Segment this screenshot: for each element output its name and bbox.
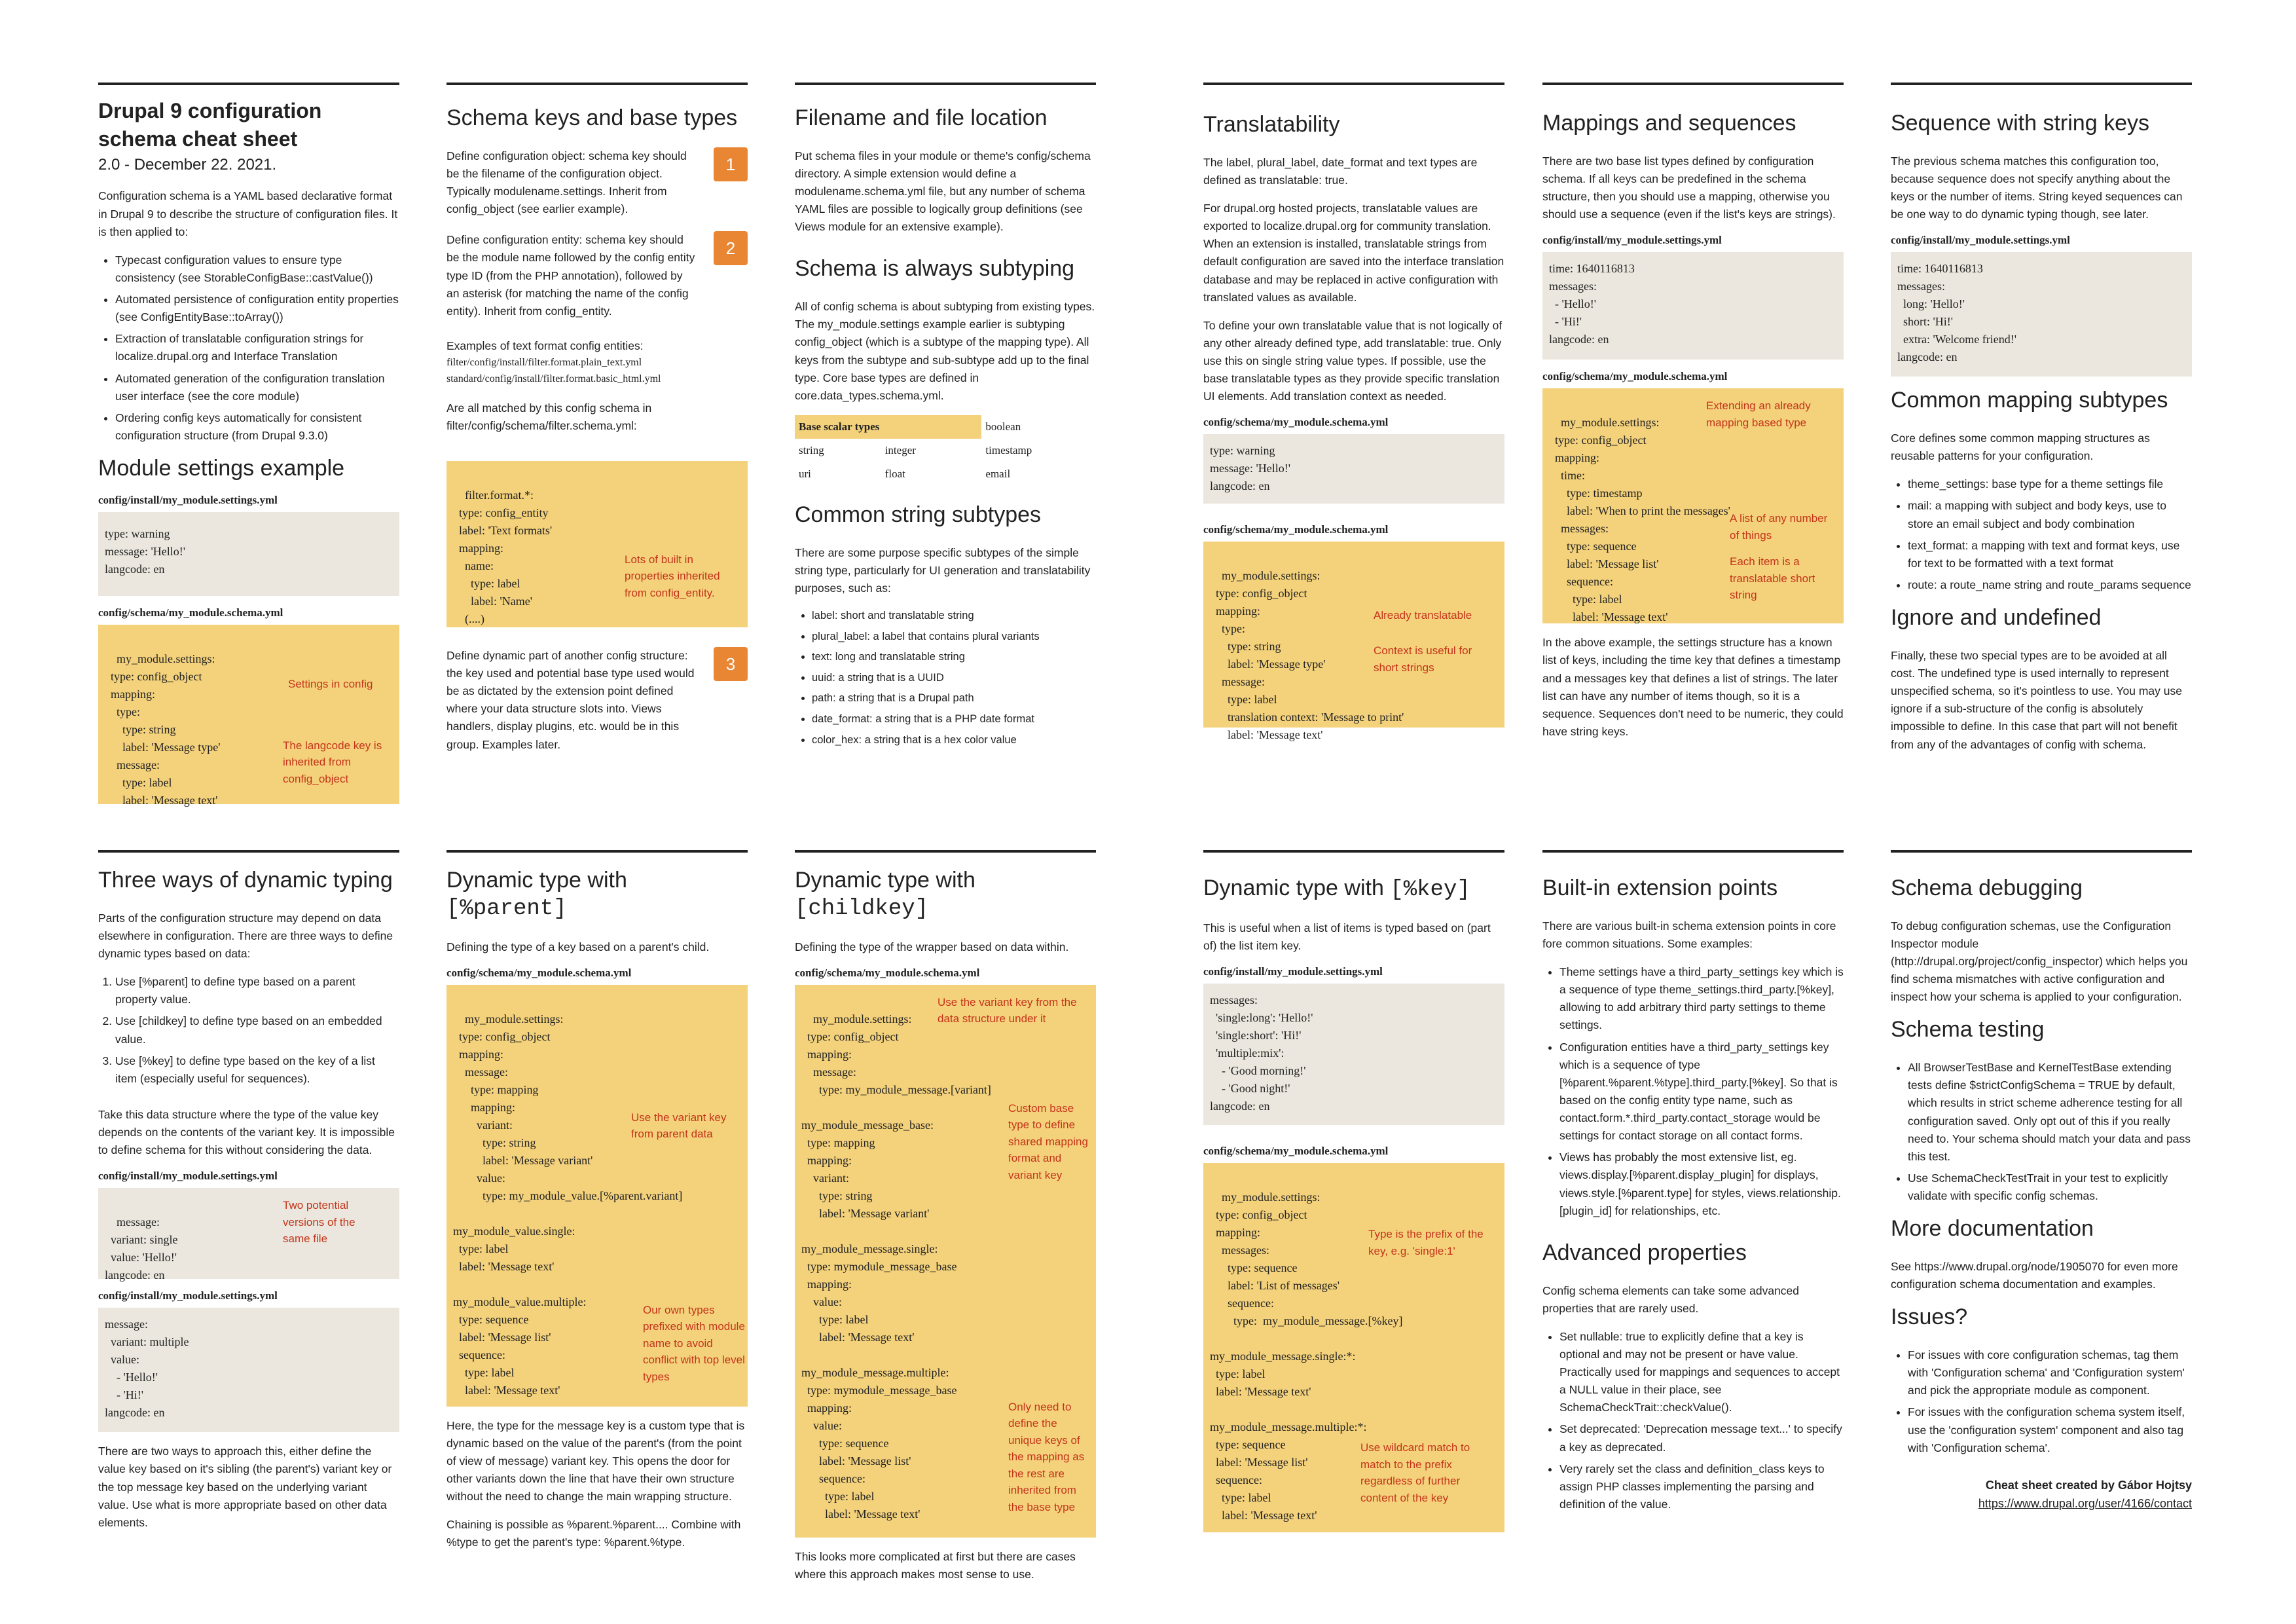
list-item: • theme_settings: base type for a theme settings file — [1908, 475, 2192, 493]
divider — [1891, 850, 2192, 853]
paragraph: There are various built-in schema extension points in core fore common situations. Some examples: — [1542, 919, 1836, 950]
code-block: type: warning message: 'Hello!' langcode: en — [1203, 434, 1504, 504]
column-childkey — [795, 850, 1096, 1594]
section-heading: Advanced properties — [1542, 1240, 1747, 1265]
code-block — [446, 461, 748, 627]
annotation: Already translatable — [1374, 609, 1472, 622]
section-heading: Schema is always subtyping — [795, 256, 1075, 282]
divider — [1891, 83, 2192, 85]
annotation: Extending an already mapping based type — [1706, 399, 1811, 429]
annotation: Two potential versions of the same file — [283, 1199, 355, 1246]
annotation: Type is the prefix of the key, e.g. 'single:1' — [1368, 1228, 1484, 1257]
list-item: • Views has probably the most extensive list, eg. views.display.[%parent.display_plugin] for displays, views.style.[%parent.type] for styles, views.relationship.[plugin_id] for relationships, etc. — [1559, 1149, 1844, 1220]
filename: config/schema/my_module.schema.yml — [1203, 1145, 1389, 1158]
list-item: • date_format: a string that is a PHP date format — [812, 711, 1096, 728]
list-item: 3. Use [%key] to define type based on the key of a list item (especially useful for sequences). — [115, 1052, 399, 1088]
code-block — [98, 625, 399, 807]
heading-text: Dynamic type with — [1203, 876, 1391, 900]
matched-text: Are all matched by this config schema in filter/config/schema/filter.schema.yml: — [446, 401, 652, 432]
paragraph: Take this data structure where the type of the value key depends on the contents of the variant key. It is impossible to define schema for this without considering the data. — [98, 1107, 395, 1157]
list-item: • Ordering config keys automatically for consistent configuration structure (from Drupal 9.3.0) — [115, 409, 399, 445]
section-heading — [795, 867, 1096, 923]
paragraph: Finally, these two special types are to be avoided at all cost. The undefined type is used internally to represent unspecified schema, so it's pointless to use. You may use ignore if a sub-structure of the config is absolutely impossible to define. In this case that part will not benefit from any of the advantages of config with schema. — [1891, 648, 2182, 751]
step-1 — [446, 147, 748, 219]
code-block: message: variant: multiple value: - 'Hello!' - 'Hi!' langcode: en — [98, 1308, 399, 1432]
column-translatability — [1203, 83, 1504, 742]
step-number-badge: 3 — [714, 647, 748, 681]
section-heading: Schema keys and base types — [446, 105, 738, 130]
title-line2: schema cheat sheet — [98, 127, 298, 151]
filename: config/install/my_module.settings.yml — [1203, 965, 1383, 978]
paragraph: The label, plural_label, date_format and text types are defined as translatable: true. — [1203, 155, 1478, 187]
filename: config/schema/my_module.schema.yml — [1203, 523, 1389, 536]
list-item: • color_hex: a string that is a hex color value — [812, 732, 1096, 749]
step-text: Define dynamic part of another config structure: the key used and potential base type used would be as dictated by the extension point defined where your data structure slots into. Views handlers, display plugins, etc. would be in this group. Examples later. — [446, 648, 695, 751]
divider — [98, 850, 399, 853]
table-cell: string — [799, 443, 824, 456]
filename: config/schema/my_module.schema.yml — [1542, 370, 1728, 383]
paragraph: In the above example, the settings structure has a known list of keys, including the time key that defines a timestamp and a messages key that defines a list of strings. The later list can have any number of items though, so it is a sequence. Sequences don't need to be numeric, they could have string keys. — [1542, 636, 1844, 738]
advanced-list — [1542, 1328, 1844, 1513]
table-cell: timestamp — [985, 443, 1032, 456]
paragraph: There are some purpose specific subtypes of the simple string type, particularly for UI generation and translatability purposes, such as: — [795, 545, 1091, 595]
filename: config/schema/my_module.schema.yml — [795, 966, 980, 979]
list-item: 2. Use [childkey] to define type based on an embedded value. — [115, 1012, 399, 1048]
divider — [1203, 850, 1504, 853]
column-key — [1203, 850, 1504, 1543]
step-text: Define configuration object: schema key should be the filename of the configuration object. Typically modulename.settings. Inherit from config_object (see earlier example). — [446, 149, 687, 216]
column-schema-keys — [446, 83, 748, 764]
code-block: time: 1640116813 messages: - 'Hello!' - 'Hi!' langcode: en — [1542, 252, 1844, 360]
filename: config/schema/my_module.schema.yml — [98, 606, 283, 619]
heading-code: [%parent] — [446, 896, 567, 921]
section-heading: Built-in extension points — [1542, 876, 1778, 900]
heading-text: Dynamic type with — [795, 868, 975, 893]
list-item: 1. Use [%parent] to define type based on a parent property value. — [115, 973, 399, 1008]
code-block: type: warning message: 'Hello!' langcode: en — [98, 512, 399, 596]
list-item: • text_format: a mapping with text and format keys, use for text to be formatted with a text format — [1908, 537, 2192, 572]
list-item: • Typecast configuration values to ensure type consistency (see StorableConfigBase::castValue()) — [115, 251, 399, 287]
list-item: • path: a string that is a Drupal path — [812, 690, 1096, 707]
heading-code: [%key] — [1390, 877, 1470, 902]
divider — [795, 83, 1096, 85]
divider — [795, 850, 1096, 853]
page-title — [98, 97, 399, 153]
table-row — [795, 439, 1096, 462]
code-block — [795, 985, 1096, 1538]
list-item: • Automated generation of the configuration translation user interface (see the core module) — [115, 370, 399, 405]
table-cell: boolean — [985, 420, 1021, 433]
title-line1: Drupal 9 configuration — [98, 99, 322, 122]
paragraph: There are two ways to approach this, either define the value key based on it's sibling (the parent's) variant key or the top message key based on the underlying variant value. Use what is more appropriate based on other data elements. — [98, 1445, 392, 1529]
column-string-keys — [1891, 83, 2192, 764]
paragraph: There are two base list types defined by configuration schema. If all keys can be predefined in the schema structure, then you should use a mapping, otherwise you should use a sequence (even if the list's keys are strings). — [1542, 154, 1836, 221]
step-3 — [446, 647, 748, 754]
list-item: • Very rarely set the class and definition_class keys to assign PHP classes implementing the parsing and definition of the value. — [1559, 1460, 1844, 1513]
list-item: • Set nullable: true to explicitly define that a key is optional and may not be present or have value. Practically used for mappings and sequences to accept a NULL value in their place, see SchemaCheckTrait::checkValue(). — [1559, 1328, 1844, 1417]
list-item: • plural_label: a label that contains plural variants — [812, 629, 1096, 646]
paragraph: This looks more complicated at first but there are cases where this approach makes most sense to use. — [795, 1549, 1076, 1581]
step-number-badge: 2 — [714, 231, 748, 265]
filename: config/install/my_module.settings.yml — [98, 1289, 278, 1302]
code-block — [446, 985, 748, 1407]
code-block — [1203, 542, 1504, 742]
list-item: • For issues with core configuration schemas, tag them with 'Configuration schema' and 'Configuration system' and pick the appropriate module as component. — [1908, 1346, 2192, 1399]
code-block — [1203, 1163, 1504, 1532]
code-text: my_module.settings: type: config_object mapping: time: type: timestamp label: 'When to print the messages' messages: type: sequence label: 'Message list' sequence: type: label label: 'Message text' — [1555, 416, 1730, 624]
step-number-badge: 1 — [714, 147, 748, 181]
paragraph: Parts of the configuration structure may depend on data elsewhere in configuration. There are three ways to define dynamic types based on data: — [98, 911, 393, 961]
list-item: • uuid: a string that is a UUID — [812, 670, 1096, 687]
column-mappings — [1542, 83, 1844, 751]
list-item: • mail: a mapping with subject and body keys, use to store an email subject and body combination — [1908, 497, 2192, 532]
paragraph: See https://www.drupal.org/node/1905070 for even more configuration schema documentation and examples. — [1891, 1260, 2178, 1291]
paragraph: Config schema elements can take some advanced properties that are rarely used. — [1542, 1283, 1800, 1315]
paragraph: Defining the type of the wrapper based on data within. — [795, 940, 1069, 953]
table-cell: uri — [799, 467, 811, 480]
filename: config/install/my_module.settings.yml — [1891, 234, 2070, 247]
step-2 — [446, 231, 748, 320]
paragraph: Put schema files in your module or theme's config/schema directory. A simple extension would define a modulename.schema.yml file, but any number of schema YAML files are possible to logically group definitions (see Views module for an extensive example). — [795, 149, 1091, 234]
filename: config/install/my_module.settings.yml — [98, 493, 278, 506]
paragraph: The previous schema matches this configuration too, because sequence does not specify anything about the keys or the number of items. String keyed sequences can be one way to do dynamic typing though, see later. — [1891, 154, 2183, 221]
annotation: Settings in config — [288, 677, 373, 690]
credit — [1891, 1477, 2192, 1513]
code-text: my_module.settings: type: config_object mapping: message: type: my_module_message.[variant] my_module_message_base: type: mapping mapping: variant: type: string label: 'Message variant' my_module_message.single: type: mymodule_message_base mapping: value: type: label label: 'Message text' my_module_message.multiple: type: mymodule_message_base mapping: value: type: sequence label: 'Message list' sequence: type: label label: 'Message text' — [801, 1012, 991, 1521]
filename: config/install/my_module.settings.yml — [1542, 234, 1722, 247]
divider — [1542, 850, 1844, 853]
column-extension — [1542, 850, 1844, 1524]
examples-label: Examples of text format config entities: — [446, 339, 644, 352]
examples-paths: filter/config/install/filter.format.plain_text.yml standard/config/install/filter.format.basic_html.yml — [446, 357, 661, 384]
string-subtypes-list — [795, 608, 1096, 748]
annotation: The langcode key is inherited from config_object — [283, 739, 382, 785]
code-text: message: variant: single value: 'Hello!' langcode: en — [105, 1215, 178, 1282]
code-block — [1542, 388, 1844, 623]
divider — [98, 83, 399, 85]
annotation: Only need to define the unique keys of the mapping as the rest are inherited from the base type — [1008, 1400, 1085, 1513]
code-block: time: 1640116813 messages: long: 'Hello!' short: 'Hi!' extra: 'Welcome friend!' langcode: en — [1891, 252, 2192, 377]
list-item: • label: short and translatable string — [812, 608, 1096, 625]
heading-code: [childkey] — [795, 896, 929, 921]
list-item: • For issues with the configuration schema system itself, use the 'configuration system' component and also tag with 'Configuration schema'. — [1908, 1403, 2192, 1456]
column-parent — [446, 850, 748, 1562]
section-heading — [446, 867, 748, 923]
section-heading: Schema testing — [1891, 1017, 2045, 1043]
paragraph: Core defines some common mapping structures as reusable patterns for your configuration. — [1891, 432, 2150, 463]
table-cell: integer — [884, 443, 916, 456]
table-cell: Base scalar types — [795, 415, 981, 439]
paragraph: Chaining is possible as %parent.%parent.... Combine with %type to get the parent's type: %parent.%type. — [446, 1518, 741, 1549]
table-row — [795, 462, 1096, 486]
paragraph: All of config schema is about subtyping from existing types. The my_module.settings example earlier is subtyping config_object (which is a subtype of the mapping type). All keys from the subtype and sub-subtype add up to the final type. Core base types are defined in core.data_types.schema.yml. — [795, 300, 1095, 402]
code-block: messages: 'single:long': 'Hello!' 'single:short': 'Hi!' 'multiple:mix': - 'Good morning!' - 'Good night!' langcode: en — [1203, 984, 1504, 1125]
filename: config/install/my_module.settings.yml — [98, 1170, 278, 1183]
credit-text: Cheat sheet created by Gábor Hojtsy — [1985, 1478, 2192, 1492]
list-item: • Theme settings have a third_party_settings key which is a sequence of type theme_settings.third_party.[%key], allowing to add arbitrary third party settings to theme settings. — [1559, 963, 1844, 1035]
mapping-subtypes-list — [1891, 475, 2192, 594]
annotation: Use the variant key from parent data — [631, 1111, 727, 1141]
dynamic-typing-list — [98, 973, 399, 1088]
section-heading: Module settings example — [98, 456, 345, 481]
divider — [1542, 83, 1844, 85]
issues-list — [1891, 1346, 2192, 1457]
section-heading: Common mapping subtypes — [1891, 388, 2168, 413]
paragraph: Here, the type for the message key is a custom type that is dynamic based on the value of the parent's (from the point of view of message) variant key. This opens the door for other variants down the line that have their own structure without the need to change the main wrapping structure. — [446, 1418, 745, 1504]
annotation: A list of any number of things — [1730, 512, 1828, 542]
scalar-types-table — [795, 415, 1096, 486]
section-heading: Filename and file location — [795, 105, 1048, 130]
paragraph: This is useful when a list of items is typed based on (part of) the list item key. — [1203, 921, 1491, 952]
section-heading: Mappings and sequences — [1542, 111, 1796, 136]
list-item: • Extraction of translatable configuration strings for localize.drupal.org and Interface Translation — [115, 330, 399, 365]
section-heading — [1203, 875, 1504, 904]
annotation: Use the variant key from the data structure under it — [938, 995, 1077, 1025]
code-block — [98, 1188, 399, 1282]
annotation: Use wildcard match to match to the prefix regardless of further content of the key — [1360, 1441, 1470, 1504]
table-cell: email — [985, 467, 1011, 480]
annotation: Context is useful for short strings — [1374, 644, 1472, 674]
annotation: Lots of built in properties inherited from config_entity. — [625, 553, 720, 599]
testing-list — [1891, 1059, 2192, 1205]
section-heading: Translatability — [1203, 112, 1340, 137]
intro-text: Configuration schema is a YAML based declarative format in Drupal 9 to describe the structure of configuration files. It is then applied to: — [98, 189, 398, 238]
paragraph: To debug configuration schemas, use the Configuration Inspector module (http://drupal.org/project/config_inspector) which helps you find schema mismatches with active configuration and inspect how your schema is applied to your configuration. — [1891, 919, 2188, 1004]
column-filename — [795, 83, 1096, 759]
paragraph: To define your own translatable value that is not logically of any other already defined type, add translatable: true. Only use this on single string value types. If possible, use the base translatable types as they provide specific translation UI elements. Add translation context as needed. — [1203, 318, 1503, 403]
list-item: • route: a route_name string and route_params sequence — [1908, 576, 2192, 594]
paragraph: For drupal.org hosted projects, translatable values are exported to localize.drupal.org for community translation. When an extension is installed, translatable strings from default configuration are saved into the interface translation database and may be replaced in active configuration with translated values as available. — [1203, 202, 1504, 304]
code-text: my_module.settings: type: config_object mapping: messages: type: sequence label: 'List of messages' sequence: type: my_module_message.[%key] my_module_message.single:*: type: label label: 'Message text' my_module_message.multiple:*: type: sequence label: 'Message list' sequence: type: label label: 'Message text' — [1210, 1190, 1403, 1522]
table-cell: float — [884, 467, 905, 480]
version: 2.0 - December 22. 2021. — [98, 156, 277, 174]
section-heading: Issues? — [1891, 1304, 1968, 1330]
paragraph: Defining the type of a key based on a parent's child. — [446, 940, 710, 953]
code-text: filter.format.*: type: config_entity label: 'Text formats' mapping: name: type: label label: 'Name' (....) — [459, 488, 553, 625]
annotation: Each item is a translatable short string — [1730, 555, 1815, 602]
list-item: • Configuration entities have a third_party_settings key which is a sequence of type [%parent.%parent.%type].third_party.[%key]. So that is based on the config entity type name, such as contact.form.*.third_party.contact_storage would be settings for contact storage on all contact forms. — [1559, 1039, 1844, 1145]
divider — [1203, 83, 1504, 85]
filename: config/schema/my_module.schema.yml — [1203, 416, 1389, 429]
divider — [446, 83, 748, 85]
list-item: • All BrowserTestBase and KernelTestBase extending tests define $strictConfigSchema = TRUE by default, which results in strict scheme adherence testing for all configuration saved. Only opt out of this if you really need to. Your schema should match your data and pass this test. — [1908, 1059, 2192, 1166]
intro-list — [98, 251, 399, 445]
filename: config/schema/my_module.schema.yml — [446, 966, 632, 979]
annotation: Our own types prefixed with module name to avoid conflict with top level types — [643, 1303, 745, 1383]
list-item: • text: long and translatable string — [812, 649, 1096, 666]
list-item: • Set deprecated: 'Deprecation message text...' to specify a key as deprecated. — [1559, 1420, 1844, 1456]
step-text: Define configuration entity: schema key should be the module name followed by the config entity type ID (from the PHP annotation), followed by an asterisk (for matching the name of the config entity). Inherit from config_entity. — [446, 233, 695, 318]
list-item: • Use SchemaCheckTestTrait in your test to explicitly validate with specific config schemas. — [1908, 1170, 2192, 1205]
column-debugging — [1891, 850, 2192, 1513]
code-text: my_module.settings: type: config_object mapping: message: type: mapping mapping: variant: type: string label: 'Message variant' value: type: my_module_value.[%parent.variant] my_module_value.single: type: label label: 'Message text' my_module_value.multiple: type: sequence label: 'Message list' sequence: type: label label: 'Message text' — [453, 1012, 683, 1397]
credit-link[interactable]: https://www.drupal.org/user/4166/contact — [1978, 1496, 2192, 1510]
section-heading: More documentation — [1891, 1216, 2094, 1242]
code-text: my_module.settings: type: config_object mapping: type: type: string label: 'Message type' message: type: label label: 'Message text' — [111, 652, 221, 807]
table-row — [795, 415, 1096, 439]
section-heading: Common string subtypes — [795, 502, 1042, 527]
extension-list — [1542, 963, 1844, 1220]
divider — [446, 850, 748, 853]
annotation: Custom base type to define shared mapping format and variant key — [1008, 1101, 1088, 1181]
heading-text: Dynamic type with — [446, 868, 627, 893]
column-title — [98, 83, 399, 815]
section-heading: Sequence with string keys — [1891, 111, 2149, 136]
code-text: my_module.settings: type: config_object mapping: type: type: string label: 'Message type' message: type: label translation context: 'Message to print' label: 'Message text' — [1216, 569, 1404, 742]
list-item: • Automated persistence of configuration entity properties (see ConfigEntityBase::toArray()) — [115, 291, 399, 326]
section-heading: Three ways of dynamic typing — [98, 868, 393, 893]
section-heading: Ignore and undefined — [1891, 605, 2102, 631]
section-heading: Schema debugging — [1891, 876, 2083, 900]
column-three-ways — [98, 850, 399, 1542]
